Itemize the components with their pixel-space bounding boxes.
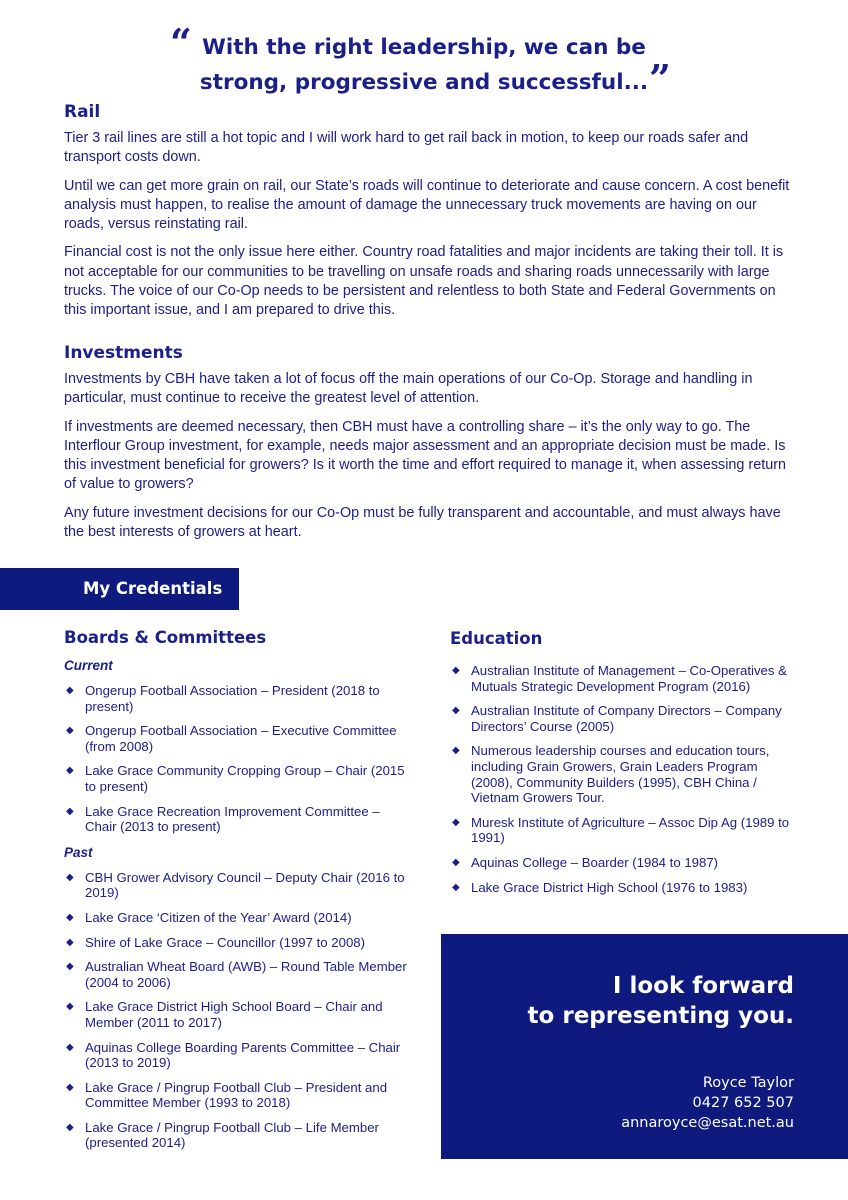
diamond-bullet-icon: ◆ xyxy=(452,705,460,717)
list-item: ◆ Shire of Lake Grace – Councillor (1997 to 2008) xyxy=(66,934,366,950)
list-item: ◆ Lake Grace District High School (1976 to 1983) xyxy=(452,879,748,895)
list-item: ◆ Lake Grace / Pingrup Football Club – President and Committee Member (1993 to 2018) xyxy=(66,1079,388,1111)
investments-paragraph-1: Investments by CBH have taken a lot of focus off the main operations of our Co-Op. Storage and handling in particular, must continue to receive the greatest level of attention. xyxy=(64,371,753,407)
list-item: ◆ Ongerup Football Association – President (2018 to present) xyxy=(66,683,380,714)
contact-details xyxy=(441,1073,794,1133)
list-item: ◆ Numerous leadership courses and education tours, including Grain Growers, Grain Leaders Program (2008), Community Builders (1995), CBH China / Vietnam Growers Tour. xyxy=(452,743,770,806)
investments-section xyxy=(64,342,794,542)
list-item: ◆ Ongerup Football Association – Executive Committee (from 2008) xyxy=(66,723,397,754)
investments-heading: Investments xyxy=(64,343,183,363)
open-quote-mark: “ xyxy=(170,20,192,65)
list-item: ◆ Australian Institute of Company Directors – Company Directors’ Course (2005) xyxy=(452,703,782,734)
education-column xyxy=(450,628,800,904)
list-item: ◆ Aquinas College – Boarder (1984 to 1987) xyxy=(452,854,719,870)
past-label: Past xyxy=(64,844,93,860)
list-item: ◆ Lake Grace District High School Board – Chair and Member (2011 to 2017) xyxy=(66,999,383,1030)
diamond-bullet-icon: ◆ xyxy=(66,805,74,817)
list-item: ◆ CBH Grower Advisory Council – Deputy Chair (2016 to 2019) xyxy=(66,869,405,901)
investments-paragraph-2: If investments are deemed necessary, then CBH must have a controlling share – it’s the only way to go. The Interflour Group investment, for example, needs major assessment and an appropriate decision must be made. Is this investment beneficial for growers? Is it worth the time and effort required to manage it, when assessing return of value to growers? xyxy=(64,418,787,493)
rail-section xyxy=(64,101,794,321)
diamond-bullet-icon: ◆ xyxy=(452,881,460,893)
investments-paragraph-3: Any future investment decisions for our Co-Op must be fully transparent and accountable, and must always have the best interests of growers at heart. xyxy=(64,504,781,541)
rail-paragraph-1: Tier 3 rail lines are still a hot topic and I will work hard to get rail back in motion, to keep our roads safer and transport costs down. xyxy=(64,130,749,166)
diamond-bullet-icon: ◆ xyxy=(66,1001,74,1013)
diamond-bullet-icon: ◆ xyxy=(452,816,460,828)
education-heading: Education xyxy=(450,629,543,648)
close-quote-mark: ” xyxy=(649,56,671,101)
closing-line-2: to representing you. xyxy=(527,1003,794,1029)
diamond-bullet-icon: ◆ xyxy=(66,1081,74,1093)
contact-phone: 0427 652 507 xyxy=(692,1095,794,1111)
contact-name: Royce Taylor xyxy=(702,1075,794,1091)
diamond-bullet-icon: ◆ xyxy=(452,745,460,757)
diamond-bullet-icon: ◆ xyxy=(66,685,74,696)
pull-quote xyxy=(0,30,848,100)
diamond-bullet-icon: ◆ xyxy=(452,856,460,868)
boards-heading: Boards & Committees xyxy=(64,628,267,647)
past-list xyxy=(64,870,409,1151)
list-item: ◆ Lake Grace Community Cropping Group – Chair (2015 to present) xyxy=(66,763,405,794)
closing-line-1: I look forward xyxy=(612,973,794,999)
contact-panel xyxy=(441,934,848,1159)
list-item: ◆ Lake Grace / Pingrup Football Club – Life Member (presented 2014) xyxy=(66,1119,379,1151)
diamond-bullet-icon: ◆ xyxy=(66,765,74,777)
boards-column xyxy=(64,627,409,1160)
quote-line-2: strong, progressive and successful... xyxy=(199,70,649,95)
rail-paragraph-3: Financial cost is not the only issue here either. Country road fatalities and major incidents are taking their toll. It is not acceptable for our communities to be travelling on unsafe roads and sharing roads unnecessarily with large trucks. The voice of our Co-Op needs to be persistent and relentless to both State and Federal Governments on this important issue, and I am prepared to drive this. xyxy=(64,244,784,319)
quote-line-1: With the right leadership, we can be xyxy=(202,35,646,60)
rail-heading: Rail xyxy=(64,102,101,122)
credentials-banner: My Credentials xyxy=(0,568,239,610)
diamond-bullet-icon: ◆ xyxy=(66,1121,74,1133)
diamond-bullet-icon: ◆ xyxy=(66,936,74,948)
closing-statement xyxy=(441,971,794,1031)
diamond-bullet-icon: ◆ xyxy=(66,871,74,883)
education-list xyxy=(450,663,800,895)
current-list xyxy=(64,683,409,835)
list-item: ◆ Australian Wheat Board (AWB) – Round Table Member (2004 to 2006) xyxy=(66,959,407,990)
rail-paragraph-2: Until we can get more grain on rail, our State’s roads will continue to deteriorate and cause concern. A cost benefit analysis must happen, to realise the amount of damage the unnecessary truck movements are having on our roads, versus reinstating rail. xyxy=(64,177,790,233)
current-label: Current xyxy=(64,658,113,673)
diamond-bullet-icon: ◆ xyxy=(66,911,74,923)
list-item: ◆ Lake Grace Recreation Improvement Committee – Chair (2013 to present) xyxy=(66,803,380,835)
list-item: ◆ Aquinas College Boarding Parents Committee – Chair (2013 to 2019) xyxy=(66,1039,401,1071)
list-item: ◆ Lake Grace ‘Citizen of the Year’ Award (2014) xyxy=(66,909,352,925)
list-item: ◆ Muresk Institute of Agriculture – Assoc Dip Ag (1989 to 1991) xyxy=(452,814,790,846)
list-item: ◆ Australian Institute of Management – Co-Operatives & Mutuals Strategic Development Program (2016) xyxy=(452,663,787,694)
diamond-bullet-icon: ◆ xyxy=(66,1041,74,1053)
contact-email: annaroyce@esat.net.au xyxy=(621,1115,794,1131)
diamond-bullet-icon: ◆ xyxy=(66,961,74,973)
diamond-bullet-icon: ◆ xyxy=(452,665,460,676)
diamond-bullet-icon: ◆ xyxy=(66,725,74,737)
